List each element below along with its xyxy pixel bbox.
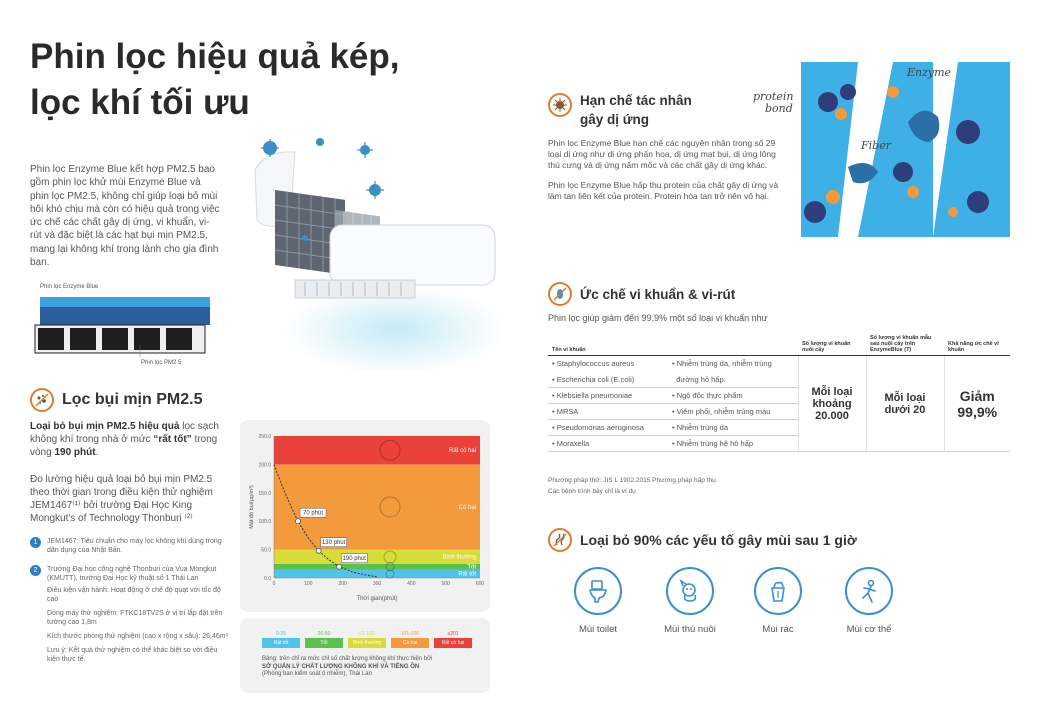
odor-item-trash — [743, 567, 813, 635]
count-after: Mỗi loại dưới 20 — [884, 391, 926, 416]
bacteria-section-heading — [548, 282, 735, 306]
legend-swatch: Rất tốt — [262, 638, 300, 648]
page-title — [30, 34, 450, 126]
bacteria-name: • Pseudomonas aeruginosa — [548, 420, 668, 436]
bacteria-heading-text: Ức chế vi khuẩn & vi-rút — [580, 286, 736, 302]
table-header: Khả năng ức chế vi khuẩn — [944, 333, 1010, 356]
odor-item-toilet — [563, 567, 633, 635]
allergy-paragraph-1: Phin lọc Enzyme Blue hạn chế các nguyên nhân trong số 29 loại dị ứng như dị ứng phấn hoa, dị ứng mạt bụi, dị ứng lông thú cưng và dị ứng nấm mốc và các chất gây dị ứng khác. — [548, 138, 776, 170]
pm-chart — [240, 420, 490, 612]
x-tick-label: 0 — [272, 581, 276, 587]
legend-range: ≥201 — [447, 631, 459, 637]
bacteria-name-text: MRSA — [556, 407, 579, 416]
allergy-section-heading — [548, 91, 692, 129]
allergy-paragraph-2: Phin lọc Enzyme Blue hấp thu protein của chất gây dị ứng và làm tan liên kết của protein. Protein hòa tan trở nên vô hại. — [548, 180, 779, 201]
count-before-cell — [798, 356, 866, 452]
chart-band-label: Rất có hại — [448, 448, 476, 455]
reduction-cell — [944, 356, 1010, 452]
chart-band — [274, 564, 480, 570]
y-tick-label: 100.0 — [258, 519, 271, 526]
note-1-text: JEM1467: Tiêu chuẩn cho máy lọc không khí dùng trong dân dụng của Nhật Bản. — [47, 538, 222, 554]
intro-paragraph: Phin lọc Enzyme Blue kết hợp PM2.5 bao gồm phin lọc khử mùi Enzyme Blue và phin lọc PM2.5, không chỉ giúp loại bỏ mùi hôi khó chịu mà còn có hiệu quả trong việc ức chế các chất gây dị ứng, vi khuẩn, vi-rút và đặc biệt là các hạt bụi mịn PM2.5, mang lại không khí trong lành cho gia đình bạn. — [30, 164, 220, 269]
annotation-label: 130 phút — [321, 540, 346, 547]
odor-icon — [548, 528, 572, 552]
legend-swatch: Bình thường — [348, 638, 386, 648]
note-sub-2: Dòng máy thử nghiệm: FTKC18TV2S ở vị trí lắp đặt trên tường cao 1,8m — [47, 610, 223, 626]
annotation-label: 190 phút — [342, 556, 366, 563]
allergy-heading-line-2: gây dị ứng — [580, 112, 650, 127]
bacteria-name-text: Staphylococcus aureus — [556, 359, 635, 369]
legend-swatch: Tốt — [305, 638, 343, 648]
bacteria-effect-text: Nhiễm trùng da — [676, 423, 728, 432]
allergy-heading-line-1: Hạn chế tác nhân — [580, 93, 692, 108]
pm-section-heading — [30, 388, 202, 412]
bacteria-effect — [668, 372, 798, 388]
title-line-2: lọc khí tối ưu — [30, 83, 250, 122]
y-axis-label: Mật độ bụi(μg/m³) — [249, 485, 255, 529]
disclaimer: Các bệnh trình bày chỉ là ví dụ — [548, 488, 636, 495]
y-tick-label: 200.0 — [258, 462, 271, 469]
bacteria-effect: • Nhiễm trùng hệ hô hấp — [668, 436, 798, 452]
odor-label: Mùi rác — [762, 624, 794, 635]
x-tick-label: 300 — [372, 581, 382, 587]
note-2-number: 2 — [30, 565, 41, 576]
bacteria-name: • Staphylococcus aureus — [552, 359, 635, 369]
filter-diagram — [30, 285, 240, 370]
note-sub-4: Lưu ý: Kết quả thử nghiệm có thể khác biệt so với điều kiện thực tế. — [47, 647, 218, 663]
y-tick-label: 0.0 — [264, 576, 271, 582]
pet-icon — [666, 567, 714, 615]
fiber-label: Fiber — [861, 139, 891, 152]
test-method: Phương pháp thử: JIS L 1902:2015 Phương pháp hấp thụ. — [548, 477, 718, 484]
note-1-number: 1 — [30, 537, 41, 548]
bacteria-name-text: Klebsiella pneumoniae — [556, 391, 633, 400]
bacteria-effect: • Nhiễm trùng da, nhiễm trùng — [672, 359, 772, 369]
annotation-point — [316, 548, 321, 553]
x-tick-label: 600 — [475, 581, 485, 587]
pm-lead-paragraph — [30, 420, 225, 459]
x-axis-label: Thời gian(phút) — [356, 596, 398, 602]
bacteria-effect-text: Nhiễm trùng da, nhiễm trùng — [676, 359, 772, 369]
bacteria-effect-text: Ngộ độc thực phẩm — [676, 391, 743, 400]
chart-band — [274, 464, 480, 549]
odor-item-body — [834, 567, 904, 635]
bacteria-name-text: Moraxella — [556, 439, 590, 448]
protein-label: protein — [753, 90, 794, 103]
bacteria-icon — [548, 282, 572, 306]
bacteria-name-text: Escherichia coli (E.coli) — [556, 374, 635, 384]
table-header-row — [548, 333, 1010, 356]
legend-source-tail: (Phòng ban kiểm soát ô nhiễm), Thái Lan — [262, 671, 372, 677]
table-header: Tên vi khuẩn — [548, 333, 668, 356]
note-2-text: Trường Đại học công nghệ Thonburi của Vua Mongkut (KMUTT), trường Đại Học kỹ thuật số 1 Thái Lan — [47, 566, 217, 582]
odor-label: Mùi cơ thể — [846, 624, 892, 635]
table-header: Số lượng vi khuẩn mẫu sau nuôi cấy trên EnzymeBlue (T) — [866, 333, 944, 356]
pm-lead-end: . — [95, 447, 99, 458]
table-header: Số lượng vi khuẩn nuôi cấy — [798, 333, 866, 356]
chart-band-label: Bình thường — [442, 554, 476, 561]
pm-lead-mid: lọc sạch không khí trong nhà ở mức — [30, 421, 219, 445]
pm-lead-bold-2: “rất tốt” — [153, 434, 192, 445]
body-icon — [845, 567, 893, 615]
legend-range: 101-200 — [400, 631, 420, 637]
note-2 — [30, 565, 230, 583]
bacteria-name-text: Pseudomonas aeruginosa — [556, 423, 644, 432]
legend-range: 51-100 — [359, 631, 375, 637]
bacteria-effect-text: đường hô hấp. — [676, 374, 726, 384]
allergy-text — [548, 138, 780, 211]
odor-label: Mùi toilet — [578, 624, 617, 635]
bacteria-effect: • Nhiễm trùng da — [668, 420, 798, 436]
bacteria-effect-text: Nhiễm trùng hệ hô hấp — [676, 439, 754, 448]
pm-chart-panel — [240, 420, 490, 612]
allergy-heading-text — [580, 91, 692, 129]
note-sub-1: Điều kiện vận hành: Hoạt động ở chế độ quạt với tốc độ cao — [47, 587, 221, 603]
y-tick-label: 150.0 — [258, 490, 271, 497]
odor-item-pet — [655, 567, 725, 635]
annotation-point — [337, 564, 342, 569]
pm-lead-bold-3: 190 phút — [54, 447, 96, 458]
x-tick-label: 100 — [304, 581, 313, 587]
chart-band — [274, 569, 480, 578]
pm-filter-label: Phin lọc PM2.5 — [141, 360, 182, 366]
footnotes — [30, 537, 230, 669]
legend-source — [262, 656, 477, 679]
pm-heading-text: Lọc bụi mịn PM2.5 — [62, 391, 203, 408]
enzyme-label: Enzyme — [907, 66, 952, 79]
title-line-1: Phin lọc hiệu quả kép, — [30, 37, 400, 76]
odor-label: Mùi thú nuôi — [664, 624, 716, 635]
trash-icon — [754, 567, 802, 615]
note-1 — [30, 537, 230, 555]
table-row — [548, 356, 1010, 372]
odor-heading-text: Loại bỏ 90% các yếu tố gây mùi sau 1 giờ — [580, 532, 857, 548]
pm-lead-bold-1: Loại bỏ bụi mịn PM2.5 hiệu quả — [30, 421, 180, 432]
legend-swatch: Có hại — [391, 638, 429, 648]
air-conditioner-illustration — [235, 130, 500, 370]
legend-swatch: Rất có hại — [434, 638, 472, 648]
chart-band-label: Rất tốt — [458, 571, 476, 578]
note-sub-3: Kích thước phòng thử nghiệm (cao x rộng x sâu): 26,46m³ — [47, 633, 228, 640]
legend-range: 0-25 — [275, 631, 286, 637]
count-after-cell — [866, 356, 944, 452]
enzyme-illustration — [753, 62, 1010, 237]
bond-label: bond — [765, 102, 793, 115]
bacteria-intro: Phin lọc giúp giảm đến 99,9% một số loại vi khuẩn như — [548, 313, 768, 323]
air-quality-legend — [240, 618, 490, 693]
bacteria-effect: • Ngộ độc thực phẩm — [668, 388, 798, 404]
pm-lead-mid-2: trong vòng — [30, 434, 218, 458]
bacteria-name: • Klebsiella pneumoniae — [548, 388, 668, 404]
chart-band-label: Tốt — [467, 564, 476, 571]
allergy-icon — [548, 93, 572, 117]
bacteria-table — [548, 333, 1010, 452]
toilet-icon — [574, 567, 622, 615]
legend-source-bold: SỞ QUẢN LÝ CHẤT LƯỢNG KHÔNG KHÍ VÀ TIẾNG ỒN — [262, 663, 420, 670]
x-tick-label: 500 — [441, 581, 450, 587]
dust-icon — [30, 388, 54, 412]
bacteria-effect: • Viêm phổi, nhiễm trùng máu — [668, 404, 798, 420]
count-before: Mỗi loại khoảng 20.000 — [811, 385, 853, 422]
pm-measurement-paragraph: Đo lường hiệu quả loại bỏ bụi mịn PM2.5 theo thời gian trong điều kiện thử nghiệm JEM1467⁽¹⁾ bởi trường Đại Học King Mongkut's of Technology Thonburi ⁽²⁾ — [30, 474, 213, 524]
annotation-label: 70 phút — [303, 510, 324, 517]
x-tick-label: 400 — [407, 581, 416, 587]
legend-source-lead: Bảng: trên chỉ ra mức chỉ số chất lượng không khí thực hiện bởi — [262, 656, 433, 662]
bacteria-name: • MRSA — [548, 404, 668, 420]
odor-section-heading — [548, 528, 857, 552]
table-header — [668, 333, 798, 356]
y-tick-label: 250.0 — [258, 434, 271, 440]
x-tick-label: 200 — [338, 581, 347, 587]
bacteria-notes — [548, 475, 718, 497]
bacteria-name: • Moraxella — [548, 436, 668, 452]
legend-range: 26-50 — [317, 631, 331, 637]
bacteria-effect-text: Viêm phổi, nhiễm trùng máu — [676, 407, 771, 416]
reduction-value: Giảm 99,9% — [957, 387, 998, 420]
annotation-point — [296, 519, 301, 524]
y-tick-label: 50.0 — [261, 547, 271, 554]
bacteria-name: • Escherichia coli (E.coli) — [548, 372, 668, 388]
chart-band-label: Có hại — [458, 505, 476, 511]
enzyme-filter-label: Phin lọc Enzyme Blue — [40, 284, 99, 290]
